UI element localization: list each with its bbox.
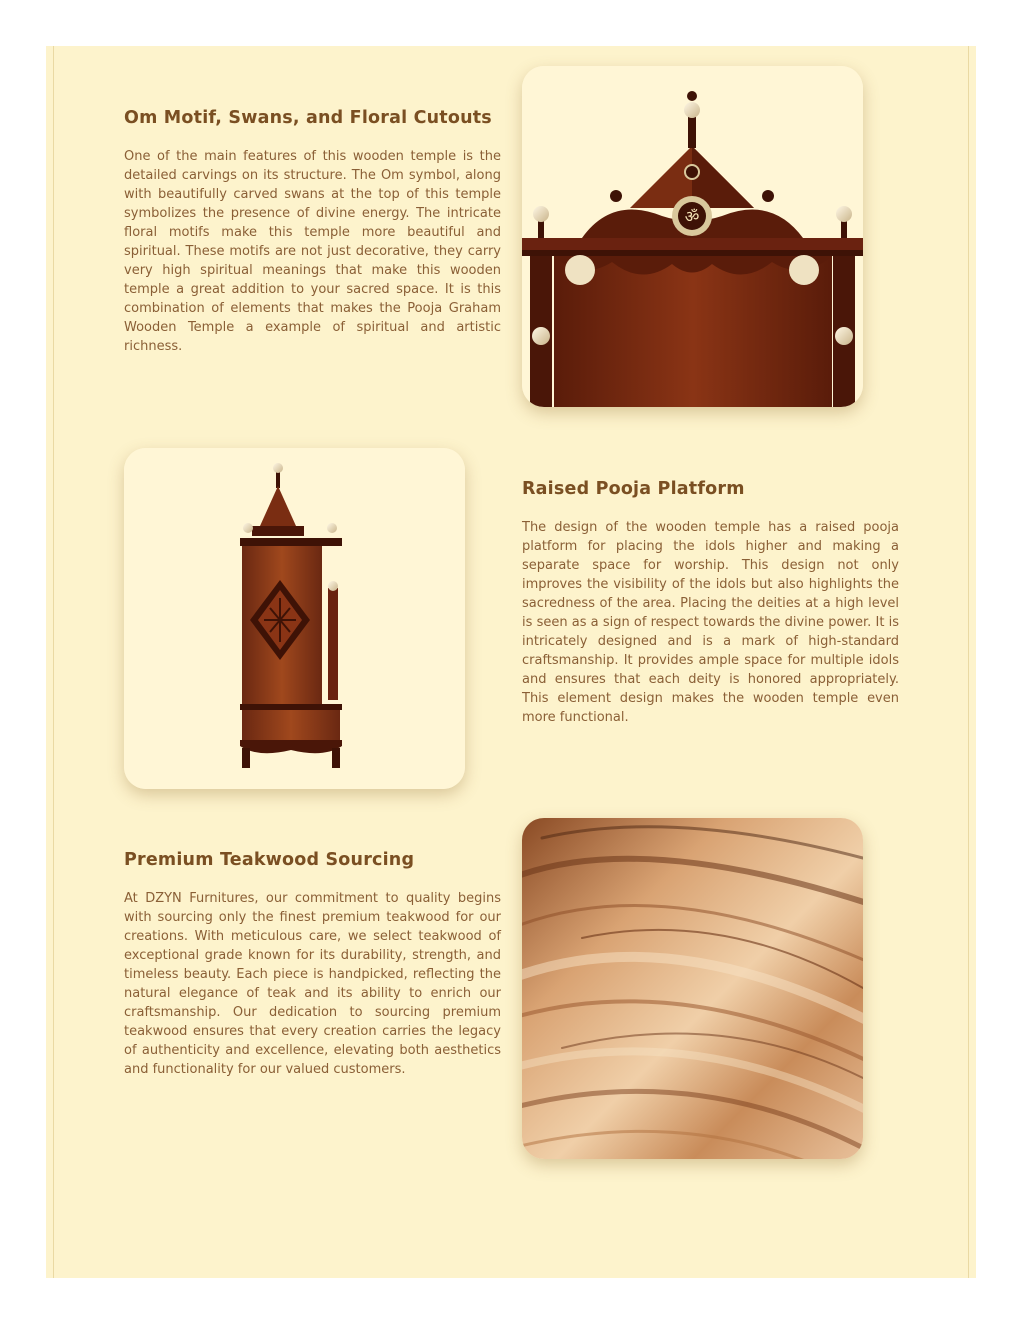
temple-top-carving-image	[522, 66, 863, 407]
section-title-om-motif: Om Motif, Swans, and Floral Cutouts	[124, 108, 492, 128]
section-title-raised-platform: Raised Pooja Platform	[522, 479, 745, 499]
page	[46, 46, 976, 1278]
teakwood-grain-image	[522, 818, 863, 1159]
section-body-teakwood: At DZYN Furnitures, our commitment to quality begins with sourcing only the finest premium teakwood for our creations. With meticulous care, we select teakwood of exceptional grade known for its durability, strength, and timeless beauty. Each piece is handpicked, reflecting the natural elegance of teak and its ability to enrich our craftsmanship. Our dedication to sourcing premium teakwood ensures that every creation carries the legacy of authenticity and excellence, elevating both aesthetics and functionality for our valued customers.	[124, 891, 501, 1078]
section-body-om-motif: One of the main features of this wooden temple is the detailed carvings on its structure. The Om symbol, along with beautifully carved swans at the top of this temple symbolizes the presence of divine energy. The intricate floral motifs make this temple more beautiful and spiritual. These motifs are not just decorative, they carry very high spiritual meanings that make this wooden temple a great addition to your sacred space. It is this combination of elements that makes the Pooja Graham Wooden Temple a example of spiritual and artistic richness.	[124, 149, 501, 355]
section-body-raised-platform: The design of the wooden temple has a raised pooja platform for placing the idols higher and making a separate space for worship. This design not only improves the visibility of the idols but also highlights the sacredness of the area. Placing the deities at a high level is seen as a sign of respect towards the divine power. It is intricately designed and is a mark of high-standard craftsmanship. It provides ample space for multiple idols and ensures that each deity is honored appropriately. This element design makes the wooden temple even more functional.	[522, 520, 899, 726]
section-title-teakwood: Premium Teakwood Sourcing	[124, 850, 415, 870]
temple-side-view-image	[124, 448, 465, 789]
page-margin-rule-right	[968, 46, 969, 1278]
om-symbol: ॐ	[684, 207, 700, 226]
page-margin-rule-left	[53, 46, 54, 1278]
